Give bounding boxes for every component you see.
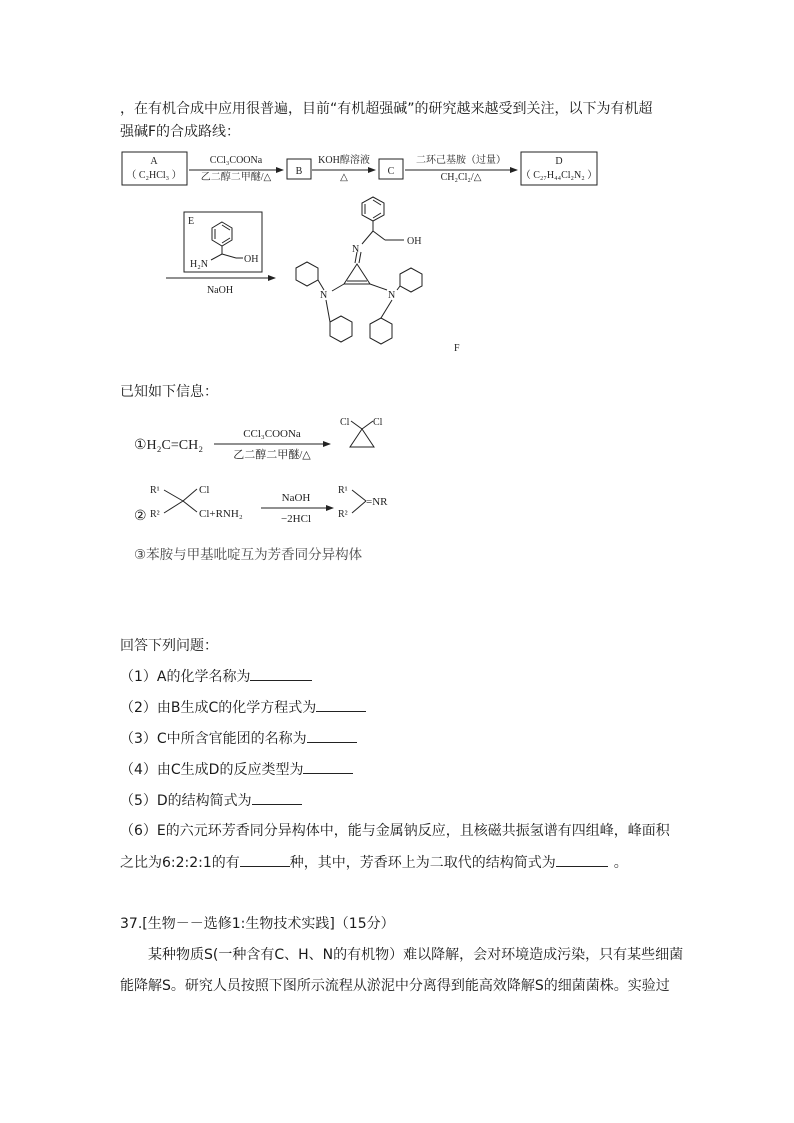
known-reactions-diagram bbox=[0, 405, 794, 565]
r1-reactant: ①H₂C=CH₂ bbox=[134, 438, 204, 453]
question-1-text: （1）A的化学名称为 bbox=[120, 669, 251, 685]
answer-blank-4[interactable] bbox=[303, 759, 353, 774]
c-label: C bbox=[387, 166, 395, 177]
question-3 bbox=[120, 728, 357, 749]
answer-blank-6b[interactable] bbox=[556, 852, 608, 867]
question-6-text-a: 之比为6:2:2:1的有 bbox=[120, 855, 240, 871]
intro-line-1: ，在有机合成中应用很普遍，目前“有机超强碱”的研究越来越受到关注，以下为有机超 bbox=[120, 101, 653, 117]
question-2-text: （2）由B生成C的化学方程式为 bbox=[120, 700, 317, 716]
e-box-label: E bbox=[188, 216, 195, 227]
arrow3-bottom-label: CH₂Cl₂/△ bbox=[440, 172, 482, 183]
r2-product-bonds bbox=[352, 490, 366, 513]
known-heading: 已知如下信息： bbox=[120, 384, 218, 400]
r1-cl-right: Cl bbox=[373, 417, 383, 428]
r2-r1: R¹ bbox=[150, 485, 160, 496]
question-4 bbox=[120, 759, 353, 780]
r1-reagent-bottom: 乙二醇二甲醚/△ bbox=[233, 449, 311, 461]
b-label: B bbox=[295, 166, 303, 177]
e-oh: OH bbox=[244, 254, 259, 265]
e-nh2: H₂N bbox=[190, 259, 208, 270]
r2-reactant-bonds bbox=[164, 489, 197, 513]
arrow1-top-label: CCl₃COONa bbox=[209, 155, 263, 166]
question-1 bbox=[120, 666, 312, 687]
question-2 bbox=[120, 697, 366, 718]
q37-line-2: 能降解S。研究人员按照下图所示流程从淤泥中分离得到能高效降解S的细菌菌株。实验过 bbox=[120, 978, 670, 994]
question-3-text: （3）C中所含官能团的名称为 bbox=[120, 731, 307, 747]
r2-reagent-bottom: −2HCl bbox=[280, 513, 312, 525]
arrow1-bottom-label: 乙二醇二甲醚/△ bbox=[200, 172, 272, 183]
question-6-text-b: 种，其中，芳香环上为二取代的结构简式为 bbox=[289, 855, 556, 871]
r2-product-r2: R² bbox=[338, 509, 348, 520]
a-label: A bbox=[150, 156, 158, 167]
question-5-text: （5）D的结构简式为 bbox=[120, 793, 252, 809]
r2-product-r1: R¹ bbox=[338, 485, 348, 496]
r2-cl-bottom: Cl+RNH₂ bbox=[199, 508, 243, 520]
f-imine-n: N bbox=[352, 244, 360, 255]
r2-product-nr: =NR bbox=[366, 496, 388, 508]
r2-reagent-top: NaOH bbox=[281, 492, 311, 504]
r1-reagent-top: CCl₃COONa bbox=[243, 428, 301, 440]
question-4-text: （4）由C生成D的反应类型为 bbox=[120, 762, 304, 778]
r2-number: ② bbox=[134, 509, 147, 524]
answer-blank-5[interactable] bbox=[252, 790, 302, 805]
f-oh: OH bbox=[407, 236, 422, 247]
question-6-line-1: （6）E的六元环芳香同分异构体中，能与金属钠反应，且核磁共振氢谱有四组峰，峰面积 bbox=[120, 823, 670, 839]
arrow2-top-label: KOH醇溶液 bbox=[318, 155, 370, 166]
r1-cl-left: Cl bbox=[340, 417, 350, 428]
intro-line-2: 强碱F的合成路线： bbox=[120, 124, 241, 140]
cyclopropane-product bbox=[350, 421, 374, 447]
q37-line-1: 某种物质S(一种含有C、H、N的有机物）难以降解，会对环境造成污染，只有某些细菌 bbox=[148, 947, 684, 963]
synthesis-route-diagram bbox=[0, 0, 794, 370]
r2-cl-top: Cl bbox=[199, 484, 210, 496]
questions-heading: 回答下列问题： bbox=[120, 638, 218, 654]
f-amine-n-left: N bbox=[320, 290, 328, 301]
a-formula: （ C₂HCl₃ ） bbox=[126, 170, 182, 181]
known-info-3: ③苯胺与甲基吡啶互为芳香同分异构体 bbox=[134, 547, 363, 563]
structure-e bbox=[211, 222, 243, 260]
question-5 bbox=[120, 790, 302, 811]
question-6-text-c: 。 bbox=[613, 855, 628, 871]
answer-blank-3[interactable] bbox=[307, 728, 357, 743]
arrow3-top-label: 二环己基胺（过量） bbox=[416, 155, 506, 166]
arrow2-bottom-label: △ bbox=[340, 172, 348, 183]
answer-blank-6a[interactable] bbox=[240, 852, 290, 867]
r2-r2: R² bbox=[150, 509, 160, 520]
structure-f bbox=[296, 197, 422, 344]
question-6-line-2 bbox=[120, 852, 628, 873]
answer-blank-2[interactable] bbox=[316, 697, 366, 712]
arrow4-bottom-label: NaOH bbox=[206, 285, 234, 296]
d-formula: （ C₂₇H₄₄Cl₂N₂ ） bbox=[520, 170, 598, 181]
answer-blank-1[interactable] bbox=[250, 666, 312, 681]
f-label: F bbox=[454, 343, 460, 354]
d-label: D bbox=[555, 156, 563, 167]
q37-heading: 37.[生物－－选修1:生物技术实践]（15分） bbox=[120, 916, 395, 932]
f-amine-n-right: N bbox=[388, 290, 396, 301]
